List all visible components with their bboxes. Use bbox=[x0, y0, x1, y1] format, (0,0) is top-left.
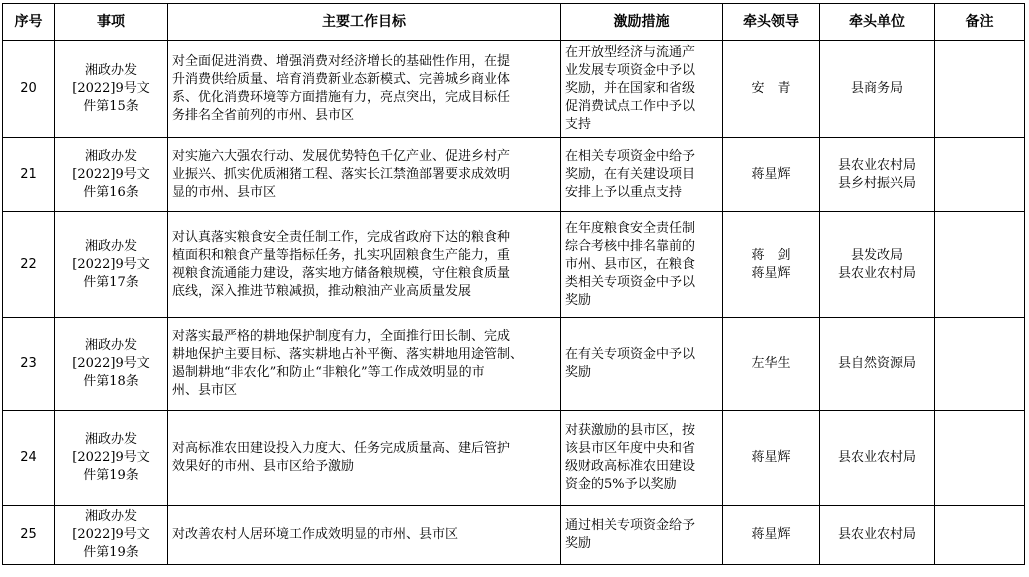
item-cell-line: 件第18条 bbox=[83, 374, 139, 389]
incentive-cell-line: 综合考核中排名靠前的 bbox=[565, 238, 696, 254]
goal-cell-line: 州、县市区 bbox=[172, 383, 238, 398]
goal-cell-line: 植面积和粮食产量等指标任务，扎实巩固粮食生产能力，重 bbox=[172, 247, 511, 263]
goal-cell-line: 视粮食流通能力建设，落实地方储备粮规模，守住粮食质量 bbox=[172, 265, 511, 281]
table-row bbox=[3, 318, 1025, 411]
header-incentive: 激励措施 bbox=[561, 4, 723, 41]
unit-cell bbox=[820, 318, 935, 411]
remark-cell bbox=[935, 138, 1025, 212]
leader-cell bbox=[723, 506, 820, 565]
leader-cell-line: 蒋星辉 bbox=[751, 450, 791, 465]
incentive-cell-line: 在开放型经济与流通产 bbox=[565, 45, 696, 60]
header-row bbox=[3, 4, 1025, 41]
unit-cell bbox=[820, 212, 935, 318]
goal-cell-line: 底线，深入推进节粮减损，推动粮油产业高质量发展 bbox=[172, 283, 472, 299]
goal-cell-line: 业振兴、抓实优质湘猪工程、落实长江禁渔部署要求成效明 bbox=[172, 166, 511, 182]
goal-cell bbox=[168, 411, 561, 506]
incentive-cell bbox=[561, 212, 723, 318]
remark-cell bbox=[935, 506, 1025, 565]
header-goal: 主要工作目标 bbox=[168, 4, 561, 41]
row-number: 20 bbox=[3, 41, 55, 138]
leader-cell bbox=[723, 318, 820, 411]
item-cell-line: [2022]9号文 bbox=[72, 81, 150, 96]
incentive-cell-line: 奖励 bbox=[565, 292, 592, 308]
unit-cell-line: 县乡村振兴局 bbox=[837, 175, 916, 191]
goal-cell-line: 系、优化消费环境等方面措施有力，亮点突出，完成目标任 bbox=[172, 90, 511, 105]
incentive-cell-line: 对获激励的县市区，按 bbox=[565, 423, 696, 438]
unit-cell-line: 县农业农村局 bbox=[837, 157, 916, 173]
incentive-cell-line: 奖励，在有关建设项目 bbox=[565, 166, 696, 182]
row-number: 23 bbox=[3, 318, 55, 411]
item-cell-line: 件第16条 bbox=[83, 184, 139, 200]
incentive-cell-line: 业发展专项资金中予以 bbox=[565, 63, 696, 78]
goal-cell-line: 对落实最严格的耕地保护制度有力，全面推行田长制、完成 bbox=[172, 329, 511, 344]
goal-cell bbox=[168, 318, 561, 411]
incentive-cell-line: 资金的5%予以奖励 bbox=[565, 477, 677, 492]
header-leader: 牵头领导 bbox=[723, 4, 820, 41]
item-cell-line: [2022]9号文 bbox=[72, 450, 150, 465]
item-cell bbox=[55, 41, 168, 138]
goal-cell bbox=[168, 212, 561, 318]
incentive-cell bbox=[561, 138, 723, 212]
row-number: 22 bbox=[3, 212, 55, 318]
incentive-cell-line: 该县市区年度中央和省 bbox=[565, 441, 696, 456]
unit-cell-line: 县发改局 bbox=[850, 247, 903, 263]
goal-cell bbox=[168, 41, 561, 138]
incentive-cell-line: 支持 bbox=[565, 117, 592, 132]
table-row bbox=[3, 138, 1025, 212]
incentive-cell bbox=[561, 41, 723, 138]
goal-cell-line: 耕地保护主要目标、落实耕地占补平衡、落实耕地用途管制、 bbox=[172, 347, 524, 362]
leader-cell-line: 蒋星辉 bbox=[751, 527, 791, 542]
row-number: 25 bbox=[3, 506, 55, 565]
goal-cell-line: 对认真落实粮食安全责任制工作，完成省政府下达的粮食种 bbox=[172, 229, 511, 245]
table-body bbox=[3, 41, 1025, 565]
item-cell-line: [2022]9号文 bbox=[72, 356, 150, 371]
incentive-cell-line: 在有关专项资金中予以 bbox=[565, 347, 696, 362]
incentive-cell bbox=[561, 506, 723, 565]
unit-cell bbox=[820, 506, 935, 565]
incentive-cell bbox=[561, 411, 723, 506]
goal-cell-line: 升消费供给质量、培育消费新业态新模式、完善城乡商业体 bbox=[172, 72, 511, 87]
unit-cell bbox=[820, 411, 935, 506]
item-cell bbox=[55, 138, 168, 212]
unit-cell-line: 县农业农村局 bbox=[837, 265, 916, 281]
goal-cell-line: 效果好的市州、县市区给予激励 bbox=[172, 459, 355, 474]
remark-cell bbox=[935, 411, 1025, 506]
goal-cell-line: 遏制耕地“非农化”和防止“非粮化”等工作成效明显的市 bbox=[172, 365, 485, 380]
header-unit: 牵头单位 bbox=[820, 4, 935, 41]
row-number: 21 bbox=[3, 138, 55, 212]
incentive-cell bbox=[561, 318, 723, 411]
leader-cell bbox=[723, 212, 820, 318]
table-row bbox=[3, 506, 1025, 565]
incentive-cell-line: 促消费试点工作中予以 bbox=[565, 99, 696, 114]
unit-cell-line: 县农业农村局 bbox=[837, 527, 916, 542]
item-cell-line: 湘政办发 bbox=[84, 338, 137, 353]
leader-cell bbox=[723, 138, 820, 212]
remark-cell bbox=[935, 212, 1025, 318]
unit-cell bbox=[820, 41, 935, 138]
incentive-measures-table bbox=[2, 3, 1025, 565]
table-row bbox=[3, 411, 1025, 506]
item-cell-line: 湘政办发 bbox=[84, 509, 137, 524]
leader-cell-line: 安 青 bbox=[751, 81, 791, 96]
incentive-cell-line: 安排上予以重点支持 bbox=[565, 184, 683, 200]
item-cell bbox=[55, 506, 168, 565]
item-cell-line: [2022]9号文 bbox=[72, 256, 150, 272]
table-row bbox=[3, 41, 1025, 138]
unit-cell-line: 县自然资源局 bbox=[837, 356, 916, 371]
incentive-cell-line: 级财政高标准农田建设 bbox=[565, 459, 696, 474]
incentive-cell-line: 类相关专项资金中予以 bbox=[565, 274, 696, 290]
leader-cell bbox=[723, 41, 820, 138]
unit-cell bbox=[820, 138, 935, 212]
goal-cell-line: 对实施六大强农行动、发展优势特色千亿产业、促进乡村产 bbox=[172, 148, 511, 164]
unit-cell-line: 县商务局 bbox=[850, 81, 903, 96]
table-row bbox=[3, 212, 1025, 318]
item-cell-line: [2022]9号文 bbox=[72, 527, 150, 542]
goal-cell-line: 对改善农村人居环境工作成效明显的市州、县市区 bbox=[172, 527, 459, 542]
leader-cell-line: 蒋星辉 bbox=[751, 166, 791, 182]
item-cell-line: 湘政办发 bbox=[84, 432, 137, 447]
unit-cell-line: 县农业农村局 bbox=[837, 450, 916, 465]
incentive-cell-line: 在相关专项资金中给予 bbox=[565, 148, 696, 164]
incentive-cell-line: 奖励，并在国家和省级 bbox=[565, 81, 696, 96]
incentive-cell-line: 奖励 bbox=[565, 365, 592, 380]
item-cell-line: [2022]9号文 bbox=[72, 166, 150, 182]
row-number: 24 bbox=[3, 411, 55, 506]
incentive-cell-line: 在年度粮食安全责任制 bbox=[565, 220, 696, 236]
leader-cell-line: 蒋星辉 bbox=[751, 265, 791, 281]
item-cell-line: 湘政办发 bbox=[84, 63, 137, 78]
goal-cell-line: 对高标准农田建设投入力度大、任务完成质量高、建后管护 bbox=[172, 441, 511, 456]
item-cell-line: 湘政办发 bbox=[84, 238, 137, 254]
incentive-cell-line: 通过相关专项资金给予 bbox=[565, 518, 696, 533]
goal-cell bbox=[168, 506, 561, 565]
goal-cell-line: 对全面促进消费、增强消费对经济增长的基础性作用，在提 bbox=[172, 54, 511, 69]
item-cell-line: 件第19条 bbox=[83, 545, 139, 560]
goal-cell bbox=[168, 138, 561, 212]
item-cell bbox=[55, 318, 168, 411]
goal-cell-line: 显的市州、县市区 bbox=[172, 184, 277, 200]
header-item: 事项 bbox=[55, 4, 168, 41]
incentive-cell-line: 奖励 bbox=[565, 536, 592, 551]
incentive-cell-line: 市州、县市区，在粮食 bbox=[565, 256, 696, 272]
leader-cell bbox=[723, 411, 820, 506]
remark-cell bbox=[935, 41, 1025, 138]
leader-cell-line: 左华生 bbox=[751, 356, 791, 371]
goal-cell-line: 务排名全省前列的市州、县市区 bbox=[172, 108, 355, 123]
item-cell-line: 件第17条 bbox=[83, 274, 139, 290]
header-no: 序号 bbox=[3, 4, 55, 41]
item-cell-line: 件第15条 bbox=[83, 99, 139, 114]
remark-cell bbox=[935, 318, 1025, 411]
item-cell-line: 湘政办发 bbox=[84, 148, 137, 164]
item-cell bbox=[55, 411, 168, 506]
item-cell-line: 件第19条 bbox=[83, 468, 139, 483]
item-cell bbox=[55, 212, 168, 318]
header-remark: 备注 bbox=[935, 4, 1025, 41]
leader-cell-line: 蒋 剑 bbox=[751, 247, 791, 263]
